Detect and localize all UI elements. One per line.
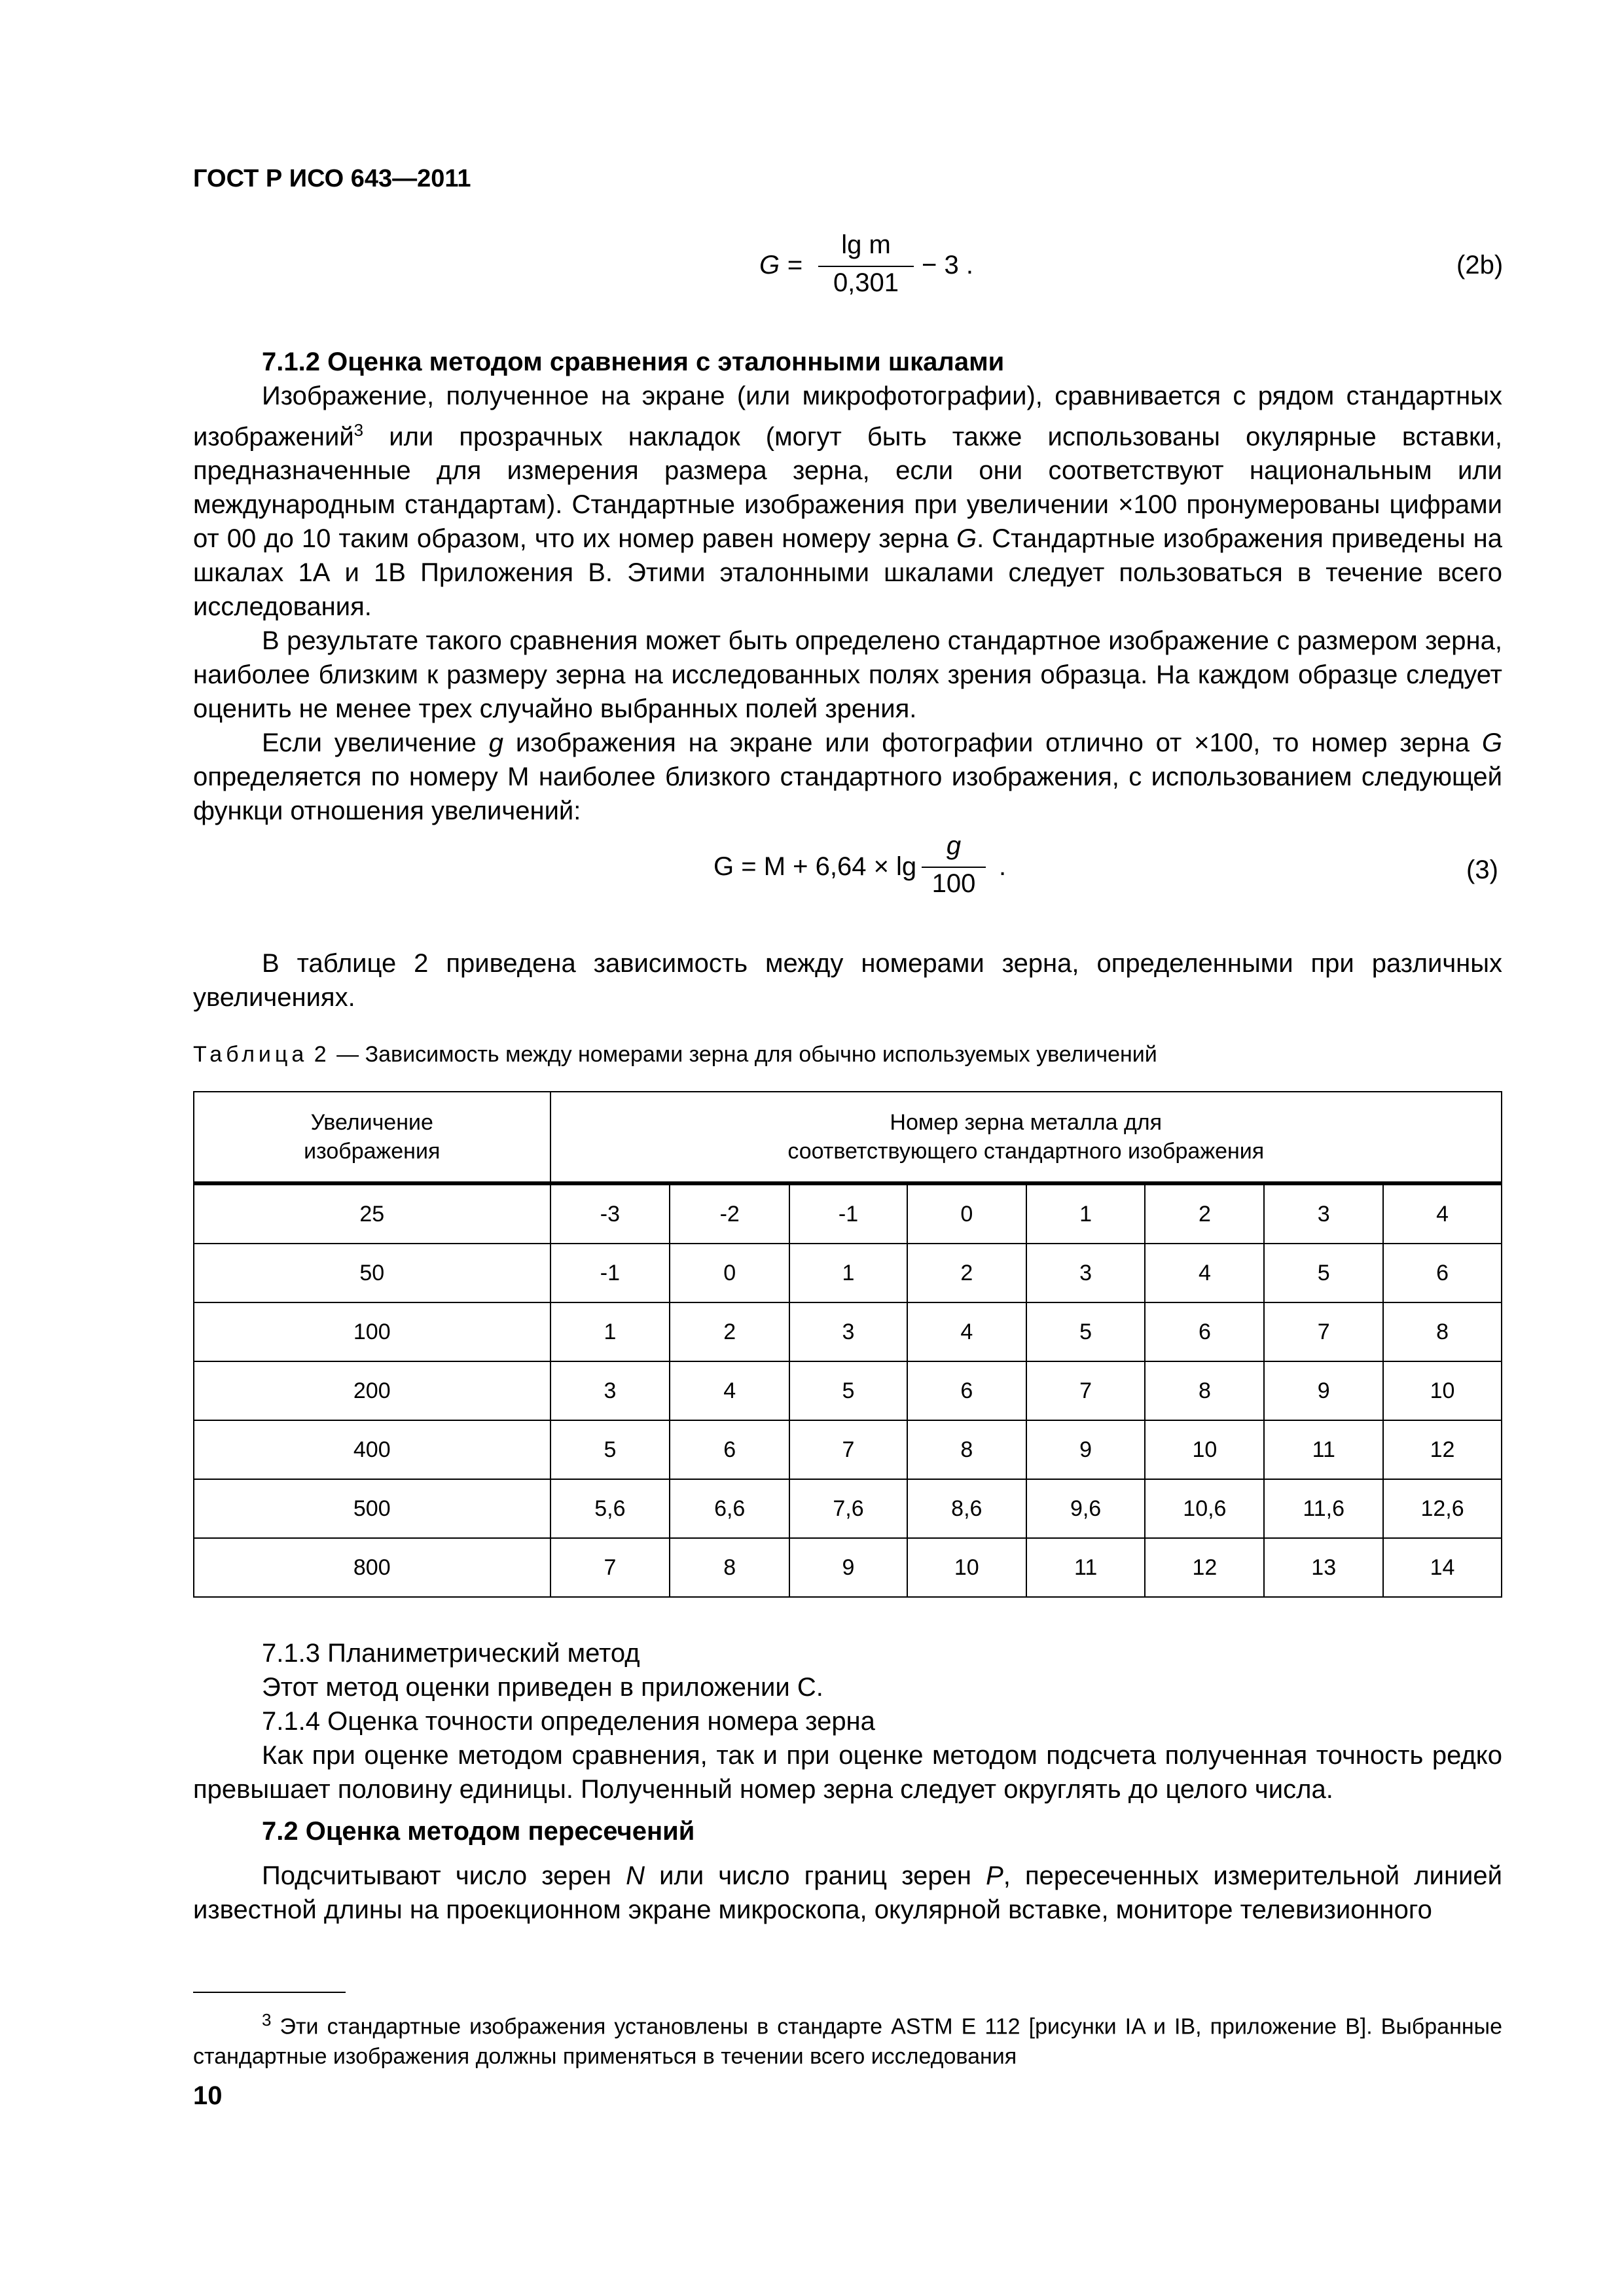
magnification-cell: 500	[194, 1479, 550, 1538]
footnote	[193, 2005, 1502, 2072]
table-header-row	[194, 1092, 1502, 1183]
grain-number-cell: 5	[1264, 1244, 1383, 1302]
table-caption-label: Таблица	[193, 1042, 308, 1067]
footnote-marker: 3	[262, 2010, 272, 2030]
grain-number-cell: 7	[1264, 1302, 1383, 1361]
grain-number-cell: 11	[1026, 1538, 1146, 1597]
page-number: 10	[193, 2081, 223, 2110]
grain-number-cell: 8	[1145, 1361, 1264, 1420]
eq2b-denominator: 0,301	[833, 268, 899, 297]
eq2b-tail: − 3 .	[922, 251, 973, 279]
grain-number-cell: 6	[670, 1420, 789, 1479]
eq3-denominator: 100	[931, 869, 976, 898]
paragraph-comparison-result: В результате такого сравнения может быть определено стандартное изображение с размером зерна, наиболее близким к размеру зерна на исследованных полях зрения образца. На каждом образце следует оценить не менее трех случайно выбранных полей зрения.	[193, 626, 1502, 724]
grain-number-cell: 2	[1145, 1185, 1264, 1244]
eq3-numerator: g	[946, 831, 962, 860]
grain-number-cell: 7	[789, 1420, 907, 1479]
grain-number-cell: 3	[1026, 1244, 1146, 1302]
table-caption	[193, 1042, 1157, 1067]
grain-number-cell: 5	[1026, 1302, 1146, 1361]
grain-number-cell: 6,6	[670, 1479, 789, 1538]
footnote-ref: 3	[353, 420, 364, 440]
grain-number-cell: 7	[1026, 1361, 1146, 1420]
section-7-2-title: 7.2 Оценка методом пересечений	[262, 1817, 695, 1846]
grain-number-cell: 3	[1264, 1185, 1383, 1244]
grain-number-cell: 4	[670, 1361, 789, 1420]
grain-number-cell: -3	[550, 1185, 670, 1244]
grain-number-cell: 9,6	[1026, 1479, 1146, 1538]
section-7-1-2	[193, 345, 1502, 828]
eq2b-numerator: lg m	[841, 230, 891, 259]
magnification-cell: 800	[194, 1538, 550, 1597]
eq3-number: (3)	[1466, 855, 1498, 884]
grain-number-cell: 10	[1145, 1420, 1264, 1479]
equation-2b	[759, 230, 973, 314]
footnote-text: Эти стандартные изображения установлены в стандарте ASTM E 112 [рисунки IA и IB, приложение B]. Выбранные стандартные изображения должны применяться в течении всего исследования	[193, 2014, 1502, 2070]
grain-number-cell: 2	[670, 1302, 789, 1361]
grain-number-cell: -2	[670, 1185, 789, 1244]
grain-number-cell: 10	[907, 1538, 1026, 1597]
magnification-cell: 100	[194, 1302, 550, 1361]
grain-number-cell: 10	[1383, 1361, 1502, 1420]
grain-number-cell: 8	[670, 1538, 789, 1597]
grain-number-cell: 0	[670, 1244, 789, 1302]
eq2b-lhs: G =	[759, 251, 803, 279]
table-row	[194, 1479, 1502, 1538]
grain-number-cell: 11	[1264, 1420, 1383, 1479]
table-row	[194, 1302, 1502, 1361]
footnote-divider	[193, 1992, 346, 1993]
section-7-1-4-text: Как при оценке методом сравнения, так и при оценке методом подсчета полученная точность редко превышает половину единицы. Полученный номер зерна следует округлять до целого числа.	[193, 1741, 1502, 1804]
table-row	[194, 1420, 1502, 1479]
paragraph-table-intro: В таблице 2 приведена зависимость между номерами зерна, определенными при различных увеличениях.	[193, 949, 1502, 1012]
table-row	[194, 1185, 1502, 1244]
paragraph-standard-images: Изображение, полученное на экране (или микрофотографии), сравнивается с рядом стандартных изображений$^3$ или прозрачных накладок (могут быть также использованы окулярные вставки, предназначенные для измерения размера зерна, если они соответствуют национальным или международным стандартам). Стандартные изображения при увеличении ×100 пронумерованы цифрами от 00 до 10 таким образом, что их номер равен номеру зерна G. Стандартные изображения приведены на шкалах 1А и 1В Приложения В. Этими эталонными шкалами следует пользоваться в течение всего исследования.	[193, 382, 1502, 622]
grain-number-cell: 12	[1145, 1538, 1264, 1597]
grain-number-cell: 7	[550, 1538, 670, 1597]
grain-number-cell: 12	[1383, 1420, 1502, 1479]
grain-number-cell: 1	[789, 1244, 907, 1302]
eq3-lhs: G = M + 6,64 × lg	[713, 852, 917, 881]
grain-number-cell: 9	[1264, 1361, 1383, 1420]
grain-number-cell: 11,6	[1264, 1479, 1383, 1538]
grain-number-cell: 13	[1264, 1538, 1383, 1597]
grain-number-cell: 5	[550, 1420, 670, 1479]
grain-number-cell: 4	[1145, 1244, 1264, 1302]
section-7-1-4-title: 7.1.4 Оценка точности определения номера зерна	[262, 1707, 875, 1736]
grain-number-cell: 8	[1383, 1302, 1502, 1361]
grain-number-cell: 3	[550, 1361, 670, 1420]
magnification-cell: 200	[194, 1361, 550, 1420]
section-7-2-text: Подсчитывают число зерен N или число границ зерен P, пересеченных измерительной линией известной длины на проекционном экране микроскопа, окулярной вставке, мониторе телевизионного	[193, 1861, 1502, 1924]
grain-number-table	[193, 1091, 1502, 1598]
header-grain-number: Номер зерна металла для соответствующего стандартного изображения	[550, 1092, 1502, 1183]
grain-number-cell: 9	[1026, 1420, 1146, 1479]
grain-number-cell: -1	[789, 1185, 907, 1244]
section-7-1-3-title: 7.1.3 Планиметрический метод	[262, 1639, 640, 1668]
grain-number-cell: -1	[550, 1244, 670, 1302]
paragraph-magnification: Если увеличение g изображения на экране или фотографии отлично от ×100, то номер зерна G определяется по номеру М наиболее близкого стандартного изображения, с использованием следующей функци отношения увеличений:	[193, 728, 1502, 826]
magnification-cell: 400	[194, 1420, 550, 1479]
grain-number-cell: 12,6	[1383, 1479, 1502, 1538]
grain-number-cell: 4	[907, 1302, 1026, 1361]
section-7-1-3-text: Этот метод оценки приведен в приложении С.	[262, 1673, 823, 1702]
grain-number-cell: 2	[907, 1244, 1026, 1302]
grain-number-cell: 6	[1383, 1244, 1502, 1302]
eq3-fraction-line	[922, 867, 986, 868]
document-header: ГОСТ Р ИСО 643—2011	[193, 165, 471, 192]
grain-number-cell: 6	[1145, 1302, 1264, 1361]
table-caption-number: 2	[314, 1042, 331, 1067]
eq2b-number: (2b)	[1456, 251, 1504, 279]
grain-number-cell: 0	[907, 1185, 1026, 1244]
section-7-1-2-title: 7.1.2 Оценка методом сравнения с эталонными шкалами	[262, 348, 1005, 376]
grain-number-cell: 1	[1026, 1185, 1146, 1244]
magnification-cell: 50	[194, 1244, 550, 1302]
grain-number-cell: 3	[789, 1302, 907, 1361]
sections-after-table	[193, 1636, 1502, 1927]
grain-number-cell: 14	[1383, 1538, 1502, 1597]
grain-number-cell: 5,6	[550, 1479, 670, 1538]
grain-number-cell: 1	[550, 1302, 670, 1361]
grain-number-cell: 9	[789, 1538, 907, 1597]
table-row	[194, 1244, 1502, 1302]
magnification-cell: 25	[194, 1185, 550, 1244]
eq2b-fraction-line	[818, 266, 914, 267]
table-caption-text: — Зависимость между номерами зерна для обычно используемых увеличений	[336, 1042, 1157, 1067]
table-row	[194, 1538, 1502, 1597]
grain-number-cell: 10,6	[1145, 1479, 1264, 1538]
grain-number-cell: 7,6	[789, 1479, 907, 1538]
grain-number-cell: 5	[789, 1361, 907, 1420]
grain-number-cell: 8,6	[907, 1479, 1026, 1538]
eq3-tail: .	[999, 852, 1007, 881]
grain-number-cell: 4	[1383, 1185, 1502, 1244]
header-magnification: Увеличение изображения	[194, 1092, 550, 1183]
grain-number-cell: 8	[907, 1420, 1026, 1479]
table-row	[194, 1361, 1502, 1420]
grain-number-cell: 6	[907, 1361, 1026, 1420]
equation-3	[713, 831, 1028, 916]
